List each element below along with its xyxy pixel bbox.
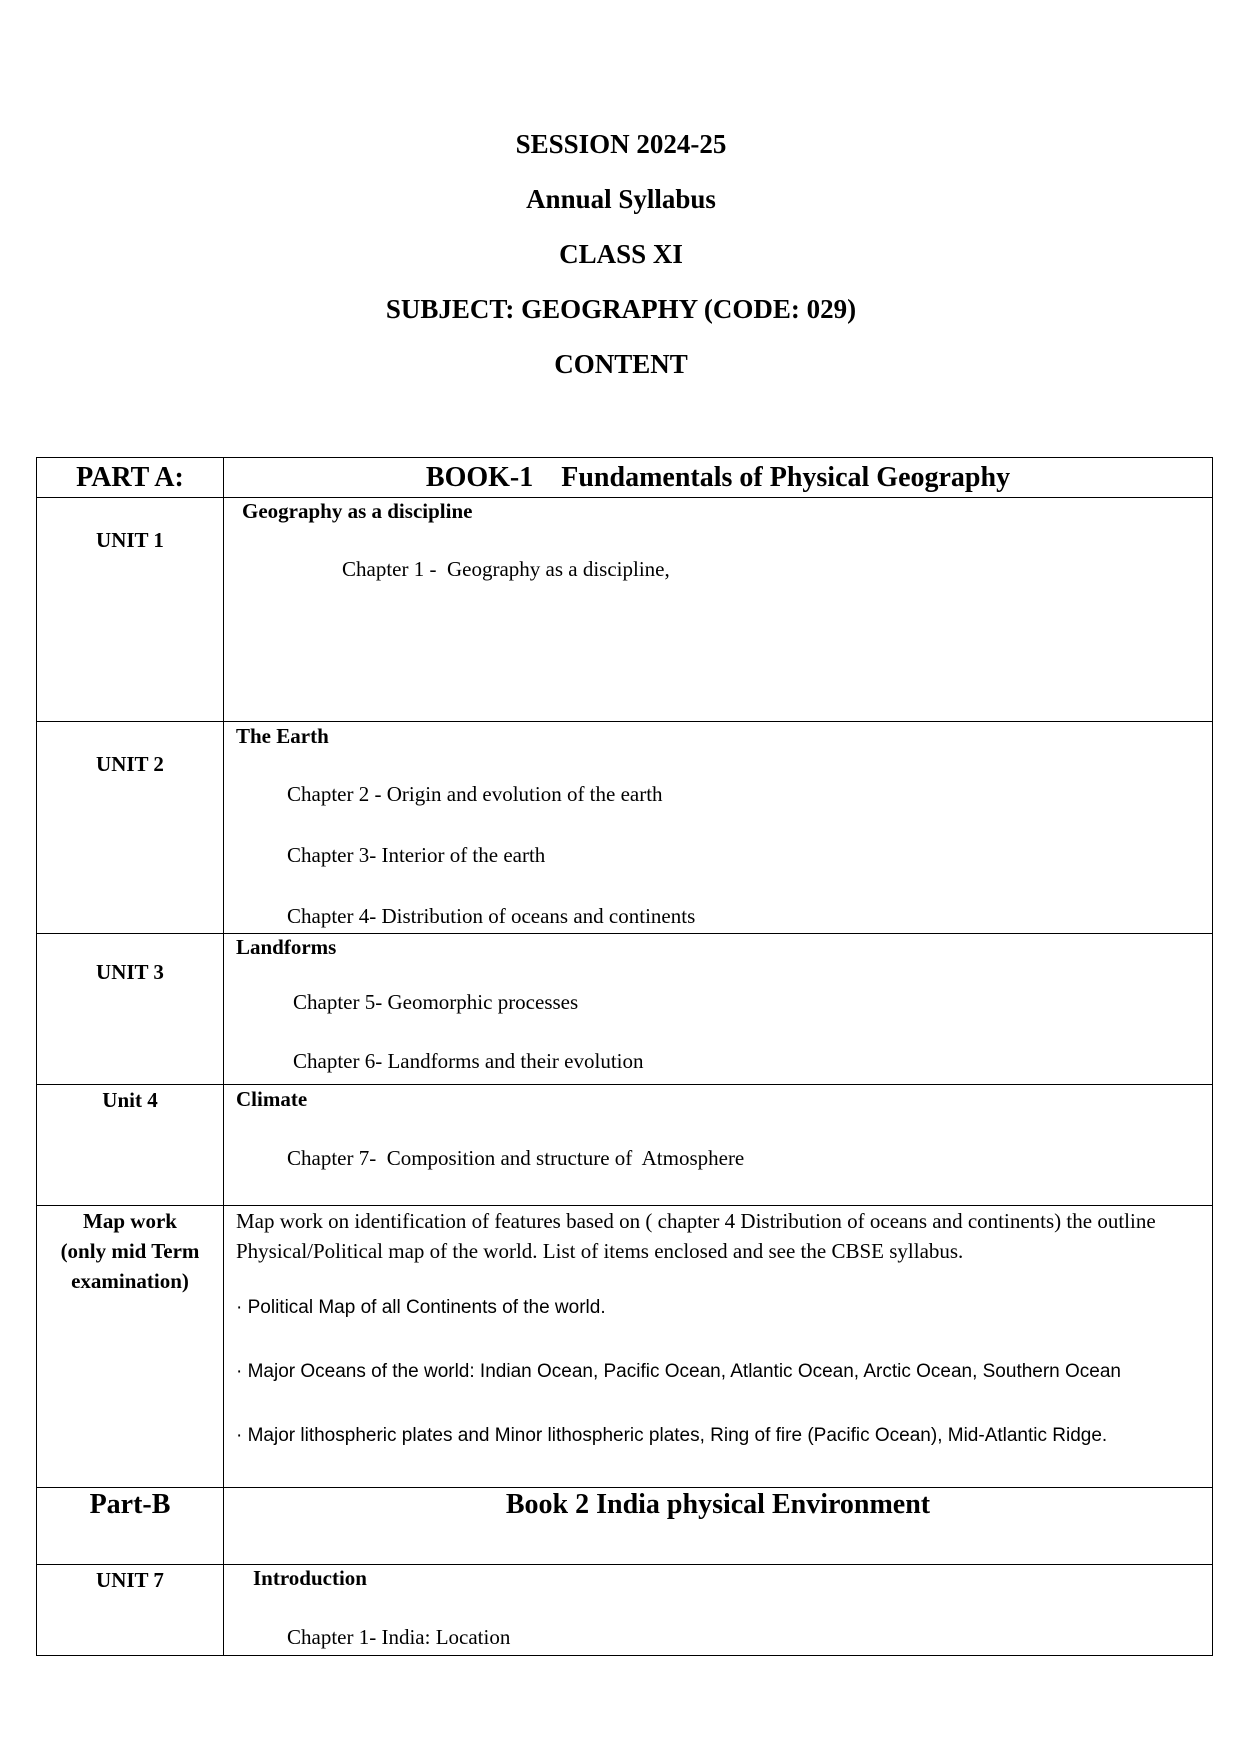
unit-1-topic: Geography as a discipline [242, 499, 473, 523]
unit-label-text: UNIT 7 [96, 1568, 164, 1592]
unit-4-label [37, 1085, 224, 1206]
chapter-item: Chapter 6- Landforms and their evolution [293, 1049, 644, 1073]
unit-2-topic: The Earth [236, 724, 329, 748]
part-a-book-title: BOOK-1 Fundamentals of Physical Geography [224, 458, 1213, 498]
unit-4-content [224, 1085, 1213, 1206]
unit-3-row [37, 934, 1213, 1085]
subject-heading: SUBJECT: GEOGRAPHY (CODE: 029) [385, 294, 857, 324]
unit-7-content [224, 1565, 1213, 1656]
unit-2-label [37, 722, 224, 934]
chapter-item: Chapter 4- Distribution of oceans and continents [287, 904, 696, 928]
chapter-item: Chapter 7- Composition and structure of Atmosphere [287, 1146, 745, 1170]
unit-1-label [37, 498, 224, 722]
map-work-description: Map work on identification of features based on ( chapter 4 Distribution of oceans and continents) the outline Physical/Political map of the world. List of items enclosed and see the CBSE syllabus. [236, 1209, 1156, 1263]
unit-1-content [224, 498, 1213, 722]
part-b-book-title: Book 2 India physical Environment [505, 1489, 931, 1520]
unit-2-content [224, 722, 1213, 934]
syllabus-table [36, 457, 1213, 1656]
map-work-label-line: (only mid Term [60, 1239, 200, 1263]
part-a-row [37, 458, 1213, 498]
map-work-content [224, 1206, 1213, 1488]
map-work-item: · Major Oceans of the world: Indian Ocean, Pacific Ocean, Atlantic Ocean, Arctic Ocean, Southern Ocean [236, 1361, 1122, 1382]
part-b-book [224, 1488, 1213, 1565]
class-heading: CLASS XI [559, 239, 683, 269]
map-work-label-line: Map work [83, 1209, 177, 1233]
session-heading: SESSION 2024-25 [515, 129, 727, 159]
unit-4-topic: Climate [236, 1087, 308, 1111]
syllabus-heading: Annual Syllabus [526, 184, 716, 214]
part-b-row [37, 1488, 1213, 1565]
unit-7-row [37, 1565, 1213, 1656]
unit-3-label [37, 934, 224, 1085]
part-b-label-text: Part-B [89, 1489, 171, 1520]
chapter-item: Chapter 5- Geomorphic processes [293, 990, 579, 1014]
unit-label-text: UNIT 1 [96, 528, 164, 552]
part-a-label: PART A: [37, 458, 224, 498]
unit-1-row [37, 498, 1213, 722]
part-b-label [37, 1488, 224, 1565]
unit-7-topic: Introduction [253, 1566, 367, 1590]
chapter-item: Chapter 3- Interior of the earth [287, 843, 546, 867]
chapter-item: Chapter 2 - Origin and evolution of the earth [287, 782, 663, 806]
chapter-item: Chapter 1 - Geography as a discipline, [342, 557, 670, 581]
map-work-item: · Political Map of all Continents of the world. [236, 1297, 606, 1318]
unit-label-text: Unit 4 [102, 1088, 158, 1112]
map-work-label-line: examination) [71, 1269, 189, 1293]
map-work-row [37, 1206, 1213, 1488]
unit-2-row [37, 722, 1213, 934]
unit-3-topic: Landforms [236, 935, 337, 959]
unit-7-label [37, 1565, 224, 1656]
unit-4-row [37, 1085, 1213, 1206]
chapter-item: Chapter 1- India: Location [287, 1625, 511, 1649]
unit-label-text: UNIT 3 [96, 960, 164, 984]
map-work-item: · Major lithospheric plates and Minor lithospheric plates, Ring of fire (Pacific Ocean), Mid-Atlantic Ridge. [236, 1425, 1108, 1446]
unit-label-text: UNIT 2 [96, 752, 164, 776]
content-heading: CONTENT [554, 349, 688, 379]
map-work-label [37, 1206, 224, 1488]
unit-3-content [224, 934, 1213, 1085]
